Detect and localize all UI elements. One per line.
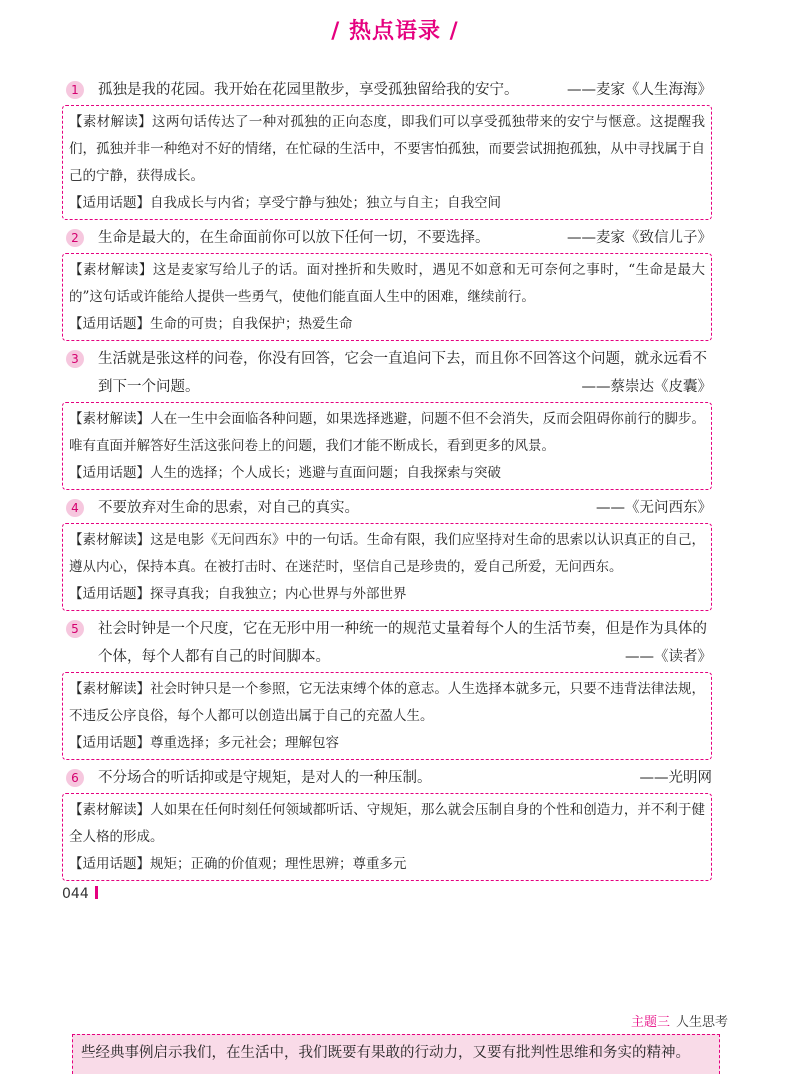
page-title: / 热点语录 /: [331, 19, 459, 44]
quote-source: ——麦家《致信儿子》: [567, 230, 712, 246]
quote-item: [62, 76, 712, 104]
quote-text: 生命是最大的，在生命面前你可以放下任何一切，不要选择。: [98, 230, 490, 246]
analysis-box: [62, 672, 712, 760]
analysis-box: [62, 105, 712, 220]
analysis-text: 【素材解读】人在一生中会面临各种问题，如果选择逃避，问题不但不会消失，反而会阻碍你前行的脚步。唯有直面并解答好生活这张问卷上的问题，我们才能不断成长，看到更多的风景。: [69, 411, 705, 454]
quote-text: 孤独是我的花园。我开始在花园里散步，享受孤独留给我的安宁。: [98, 82, 519, 98]
item-number-badge: 1: [66, 81, 84, 99]
item-number-badge: 6: [66, 769, 84, 787]
topics-text: 【适用话题】尊重选择；多元社会；理解包容: [69, 735, 339, 751]
analysis-box: [62, 253, 712, 341]
analysis-text: 【素材解读】这是麦家写给儿子的话。面对挫折和失败时，遇见不如意和无可奈何之事时，“生命是最大的”这句话或许能给人提供一些勇气，使他们能直面人生中的困难，继续前行。: [69, 262, 705, 305]
quote-source: ——《无问西东》: [596, 500, 712, 516]
quote-item: [62, 615, 712, 671]
quote-text: 不要放弃对生命的思索，对自己的真实。: [98, 500, 359, 516]
item-number-badge: 5: [66, 620, 84, 638]
theme-label: 主题三: [630, 1015, 670, 1030]
next-page-highlight-box: [72, 1034, 720, 1074]
quote-source: ——蔡崇达《皮囊》: [581, 379, 712, 395]
analysis-text: 【素材解读】人如果在任何时刻任何领域都听话、守规矩，那么就会压制自身的个性和创造力，并不利于健全人格的形成。: [69, 802, 705, 845]
quote-item: [62, 494, 712, 522]
item-number-badge: 4: [66, 499, 84, 517]
item-number-badge: 3: [66, 350, 84, 368]
topic-label: 人生思考: [675, 1015, 728, 1030]
quote-item: [62, 224, 712, 252]
next-page-header: [631, 1011, 728, 1030]
item-number-badge: 2: [66, 229, 84, 247]
topics-text: 【适用话题】探寻真我；自我独立；内心世界与外部世界: [69, 586, 407, 602]
next-page-text: 些经典事例启示我们，在生活中，我们既要有果敢的行动力，又要有批判性思维和务实的精神。: [81, 1045, 690, 1061]
analysis-text: 【素材解读】这是电影《无问西东》中的一句话。生命有限，我们应坚持对生命的思索以认识真正的自己，遵从内心，保持本真。在被打击时、在迷茫时，坚信自己是珍贵的，爱自己所爱，无问西东。: [69, 532, 705, 575]
quote-text: 生活就是张这样的问卷，你没有回答，它会一直追问下去，而且你不回答这个问题，就永远看不到下一个问题。: [98, 351, 707, 395]
quote-item: [62, 345, 712, 401]
analysis-text: 【素材解读】这两句话传达了一种对孤独的正向态度，即我们可以享受孤独带来的安宁与惬意。这提醒我们，孤独并非一种绝对不好的情绪，在忙碌的生活中，不要害怕孤独，而要尝试拥抱孤独，从中寻找属于自己的宁静，获得成长。: [69, 114, 705, 184]
page-number-bar: [95, 886, 98, 899]
analysis-box: [62, 793, 712, 881]
quote-source: ——光明网: [639, 770, 712, 786]
topics-text: 【适用话题】自我成长与内省；享受宁静与独处；独立与自主；自我空间: [69, 195, 501, 211]
topics-text: 【适用话题】规矩；正确的价值观；理性思辨；尊重多元: [69, 856, 407, 872]
analysis-box: [62, 523, 712, 611]
quote-item: [62, 764, 712, 792]
quote-text: 社会时钟是一个尺度，它在无形中用一种统一的规范丈量着每个人的生活节奏，但是作为具体的个体，每个人都有自己的时间脚本。: [98, 621, 707, 665]
quote-list: [62, 76, 712, 885]
topics-text: 【适用话题】生命的可贵；自我保护；热爱生命: [69, 316, 353, 332]
quote-source: ——麦家《人生海海》: [567, 82, 712, 98]
analysis-text: 【素材解读】社会时钟只是一个参照，它无法束缚个体的意志。人生选择本就多元，只要不违背法律法规，不违反公序良俗，每个人都可以创造出属于自己的充盈人生。: [69, 681, 705, 724]
quote-source: ——《读者》: [625, 649, 712, 665]
topics-text: 【适用话题】人生的选择；个人成长；逃避与直面问题；自我探索与突破: [69, 465, 501, 481]
page-number: [62, 886, 98, 902]
page-number-text: 044: [62, 886, 89, 902]
analysis-box: [62, 402, 712, 490]
quote-text: 不分场合的听话抑或是守规矩，是对人的一种压制。: [98, 770, 432, 786]
